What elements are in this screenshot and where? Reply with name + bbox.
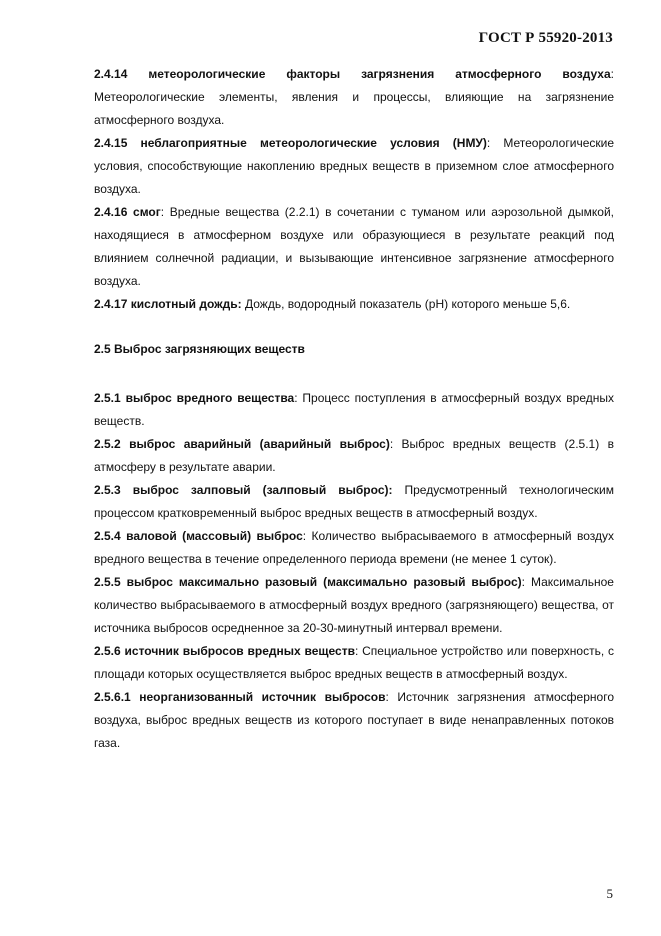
entry-number: 2.4.14 xyxy=(94,67,128,81)
entry-term: источник выбросов вредных веществ xyxy=(124,644,355,658)
entry-definition: : Вредные вещества (2.2.1) в сочетании с туманом или аэрозольной дымкой, находящиеся в атмосферном воздухе или образующиеся в результате реакций под влиянием солнечной радиации, и вызывающие интенсивное загрязнение атмосферного воздуха. xyxy=(94,205,614,288)
entry-number: 2.5.3 xyxy=(94,483,121,497)
entry-term: кислотный дождь: xyxy=(130,297,242,311)
entry-number: 2.5.2 xyxy=(94,437,121,451)
entry-definition: : Источник загрязнения атмосферного воздуха, выброс вредных веществ из которого поступает в виде ненаправленных потоков газа. xyxy=(94,690,614,750)
page-number: 5 xyxy=(606,886,613,901)
definition-entry xyxy=(94,686,614,755)
entry-definition: : Выброс вредных веществ (2.5.1) в атмосферу в результате аварии. xyxy=(94,437,614,474)
entry-term: выброс аварийный (аварийный выброс) xyxy=(129,437,390,451)
definition-entry xyxy=(94,640,614,686)
definition-entry xyxy=(94,571,614,640)
entry-term: валовой (массовый) выброс xyxy=(126,529,303,543)
entry-number: 2.5.6 xyxy=(94,644,121,658)
entry-number: 2.5.4 xyxy=(94,529,121,543)
entry-number: 2.5.6.1 xyxy=(94,690,131,704)
entry-definition: : Метеорологические элементы, явления и процессы, влияющие на загрязнение атмосферного воздуха. xyxy=(94,67,614,127)
document-header: ГОСТ Р 55920-2013 xyxy=(478,30,613,46)
entry-term: выброс максимально разовый (максимально разовый выброс) xyxy=(126,575,522,589)
entry-definition: Предусмотренный технологическим процессом кратковременный выброс вредных веществ в атмосферный воздух. xyxy=(94,483,614,520)
definition-entry xyxy=(94,63,614,132)
entry-definition: : Процесс поступления в атмосферный воздух вредных веществ. xyxy=(94,391,614,428)
entry-definition: : Специальное устройство или поверхность, с площади которых осуществляется выброс вредных веществ в атмосферный воздух. xyxy=(94,644,614,681)
entry-term: неблагоприятные метеорологические условия (НМУ) xyxy=(140,136,487,150)
entry-definition: Дождь, водородный показатель (pH) которого меньше 5,6. xyxy=(241,297,571,311)
entry-number: 2.4.15 xyxy=(94,136,128,150)
definition-entry xyxy=(94,525,614,571)
entry-definition: : Метеорологические условия, способствующие накоплению вредных веществ в приземном слое атмосферного воздуха. xyxy=(94,136,614,196)
document-body xyxy=(94,63,614,755)
entry-term: неорганизованный источник выбросов xyxy=(139,690,386,704)
entry-definition: : Максимальное количество выбрасываемого в атмосферный воздух вредного (загрязняющего) вещества, от источника выбросов осредненное за 20-30-минутный интервал времени. xyxy=(94,575,614,635)
definition-entry xyxy=(94,387,614,433)
definition-entry xyxy=(94,433,614,479)
entry-term: метеорологические факторы загрязнения атмосферного воздуха xyxy=(148,67,611,81)
section-heading: 2.5 Выброс загрязняющих веществ xyxy=(94,342,305,356)
entry-term: выброс вредного вещества xyxy=(125,391,295,405)
entry-definition: : Количество выбрасываемого в атмосферный воздух вредного вещества в течение определенного периода времени (не менее 1 суток). xyxy=(94,529,614,566)
entry-term: смог xyxy=(133,205,161,219)
definition-entry xyxy=(94,293,614,316)
entry-number: 2.4.16 xyxy=(94,205,128,219)
definition-entry xyxy=(94,132,614,201)
definition-entry xyxy=(94,201,614,293)
entry-number: 2.4.17 xyxy=(94,297,128,311)
entry-number: 2.5.5 xyxy=(94,575,121,589)
definition-entry xyxy=(94,479,614,525)
entry-term: выброс залповый (залповый выброс): xyxy=(132,483,393,497)
entry-number: 2.5.1 xyxy=(94,391,121,405)
